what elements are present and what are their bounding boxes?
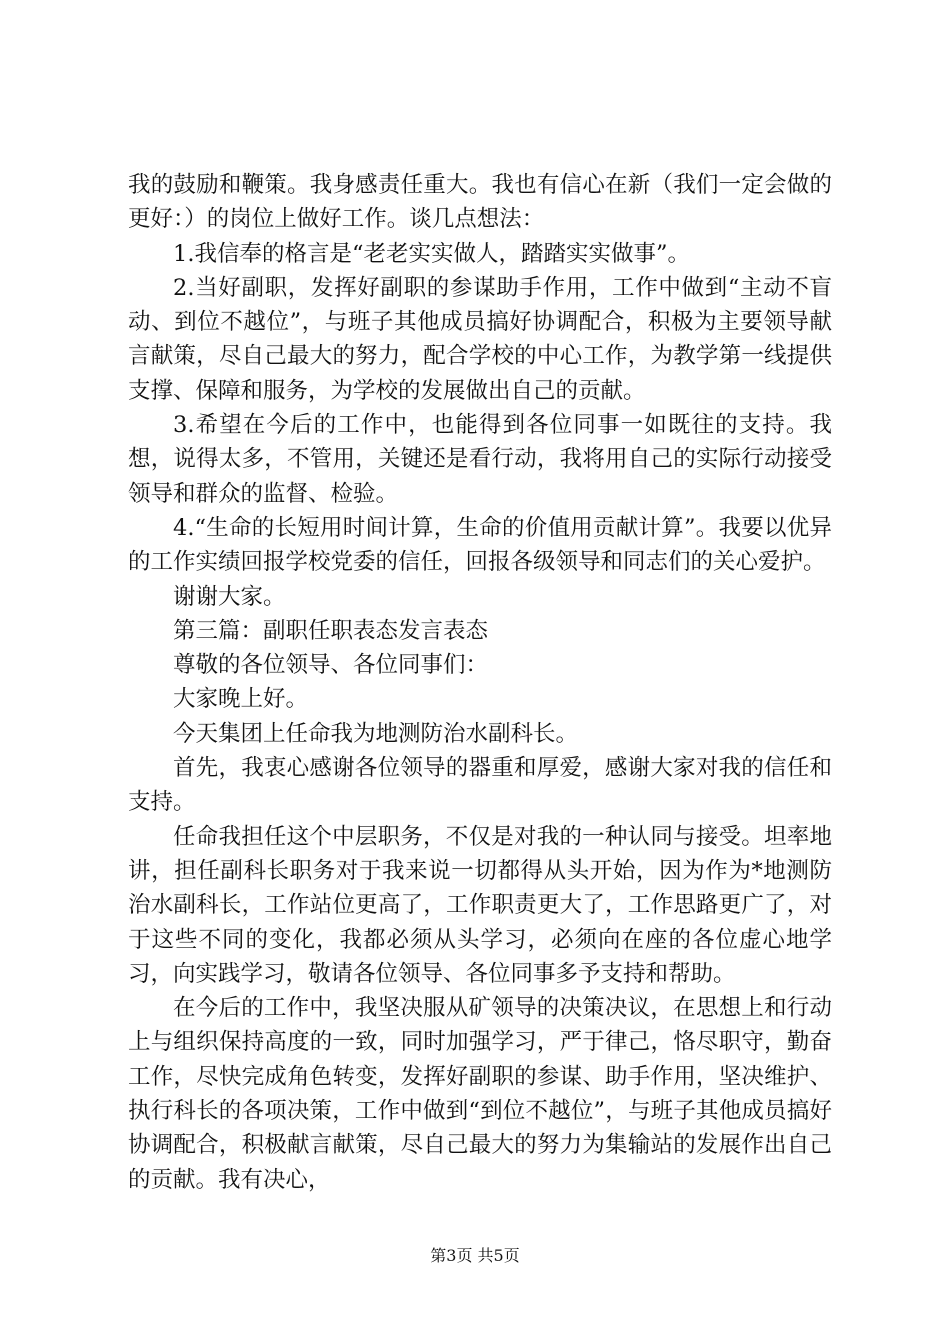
paragraph: 在今后的工作中，我坚决服从矿领导的决策决议，在思想上和行动上与组织保持高度的一致，同时加强学习，严于律己，恪尽职守，勤奋工作，尽快完成角色转变，发挥好副职的参谋、助手作用，坚决维护、执行科长的各项决策，工作中做到“到位不越位”，与班子其他成员搞好协调配合，积极献言献策，尽自己最大的努力为集输站的发展作出自己的贡献。我有决心， xyxy=(128,995,832,1193)
paragraph: 今天集团上任命我为地测防治水副科长。 xyxy=(173,720,579,747)
paragraph: 大家晚上好。 xyxy=(173,686,309,713)
page-number-footer: 第3页 共5页 xyxy=(430,1246,520,1265)
paragraph: 3.希望在今后的工作中，也能得到各位同事一如既往的支持。我想，说得太多，不管用，关键还是看行动，我将用自己的实际行动接受领导和群众的监督、检验。 xyxy=(128,412,832,507)
document-body xyxy=(128,168,832,1197)
paragraph: 2.当好副职，发挥好副职的参谋助手作用，工作中做到“主动不盲动、到位不越位”，与班子其他成员搞好协调配合，积极为主要领导献言献策，尽自己最大的努力，配合学校的中心工作，为教学第一线提供支撑、保障和服务，为学校的发展做出自己的贡献。 xyxy=(128,274,832,404)
paragraph: 首先，我衷心感谢各位领导的器重和厚爱，感谢大家对我的信任和支持。 xyxy=(128,755,832,816)
paragraph: 1.我信奉的格言是“老老实实做人，踏踏实实做事”。 xyxy=(173,240,690,267)
paragraph: 尊敬的各位领导、各位同事们： xyxy=(173,652,489,679)
paragraph: 我的鼓励和鞭策。我身感责任重大。我也有信心在新（我们一定会做的更好：）的岗位上做好工作。谈几点想法： xyxy=(128,172,832,233)
paragraph: 4.“生命的长短用时间计算，生命的价值用贡献计算”。我要以优异的工作实绩回报学校党委的信任，回报各级领导和同志们的关心爱护。 xyxy=(128,514,832,576)
paragraph: 任命我担任这个中层职务，不仅是对我的一种认同与接受。坦率地讲，担任副科长职务对于我来说一切都得从头开始，因为作为*地测防治水副科长，工作站位更高了，工作职责更大了，工作思路更广了，对于这些不同的变化，我都必须从头学习，必须向在座的各位虚心地学习，向实践学习，敬请各位领导、各位同事多予支持和帮助。 xyxy=(128,823,832,987)
paragraph: 谢谢大家。 xyxy=(173,583,286,610)
section-heading: 第三篇：副职任职表态发言表态 xyxy=(173,617,489,644)
